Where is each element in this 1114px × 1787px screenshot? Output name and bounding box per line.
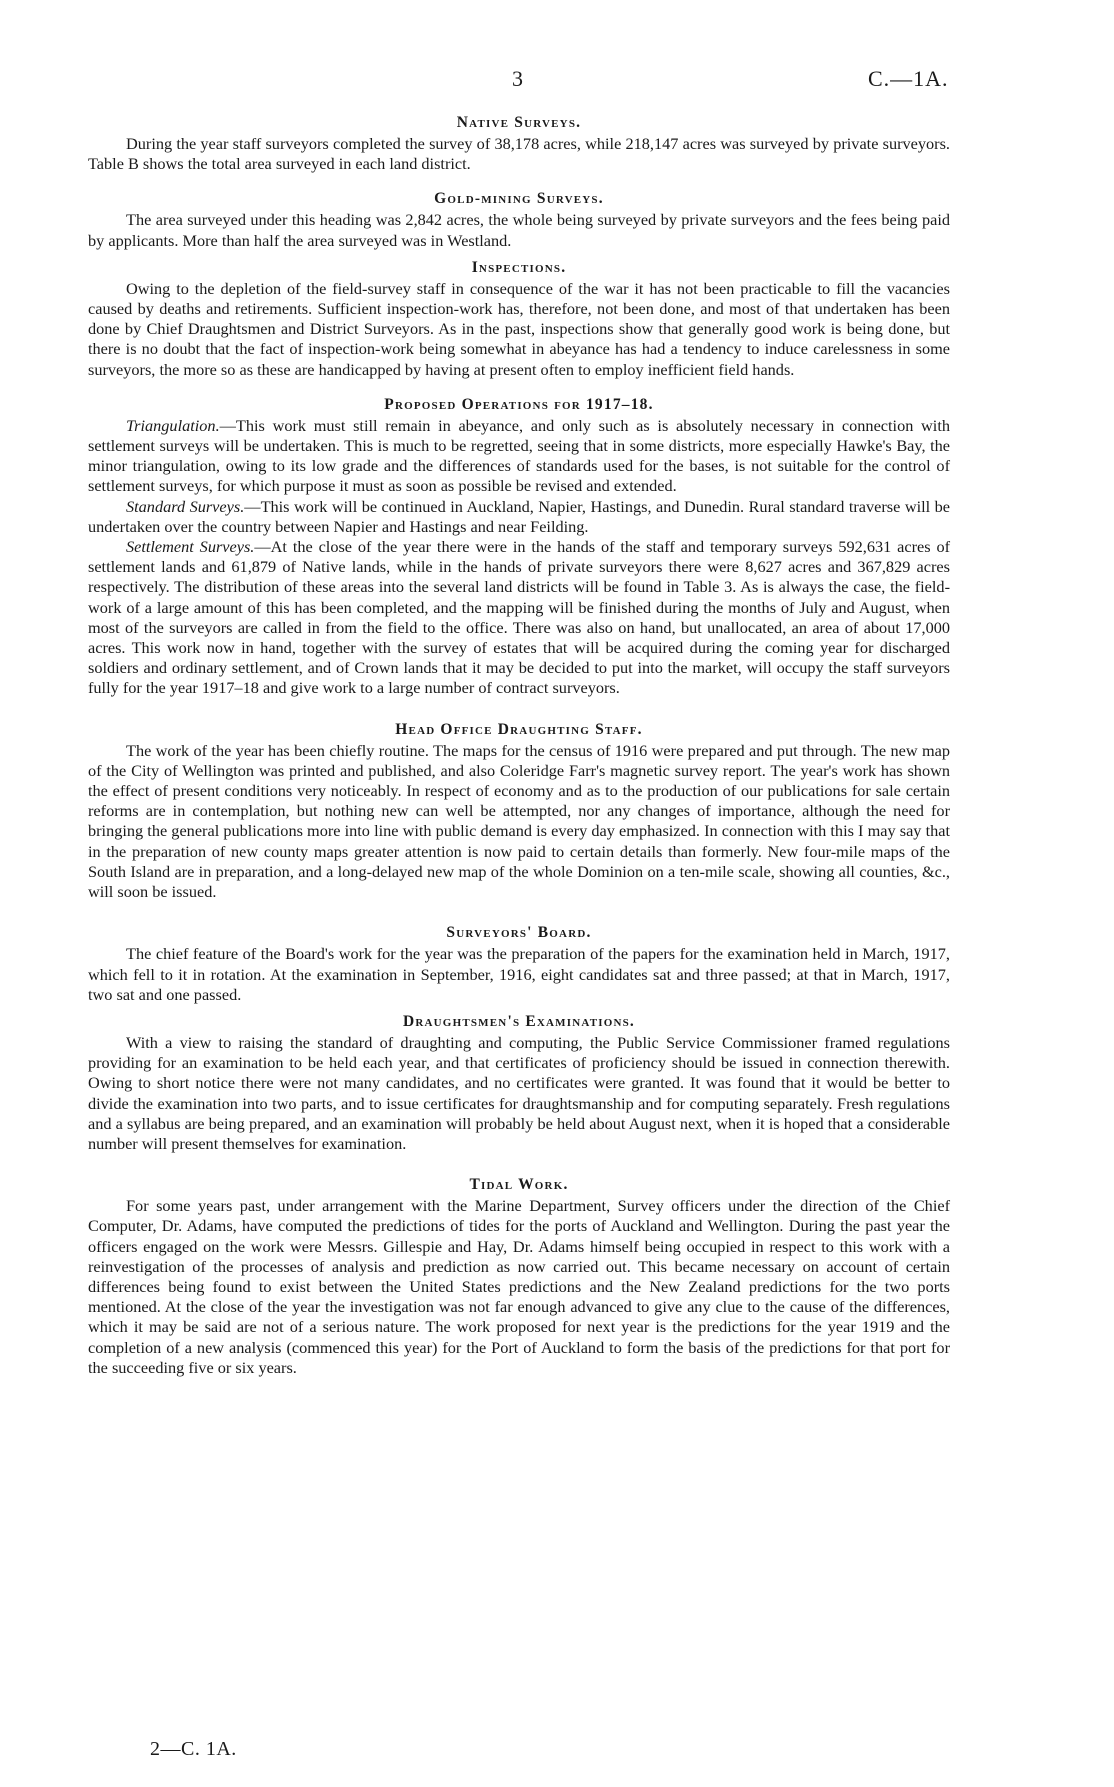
heading-draughtsmens-examinations: Draughtsmen's Examinations. xyxy=(402,1012,636,1030)
heading-inspections: Inspections. xyxy=(471,258,567,276)
heading-gold-mining-surveys: Gold-mining Surveys. xyxy=(434,190,604,208)
document-reference: C.—1A. xyxy=(868,66,949,91)
page-header xyxy=(0,66,1114,96)
heading-tidal-work: Tidal Work. xyxy=(469,1176,569,1194)
paragraph-gold-mining-surveys: The area surveyed under this heading was 2,842 acres, the whole being surveyed by private surveyors and the fees being paid by applicants. More than half the area surveyed was in Westland. xyxy=(88,210,950,250)
paragraph-draughtsmens-examinations: With a view to raising the standard of draughting and computing, the Public Service Commissioner framed regulations providing for an examination to be held each year, and that certificates of proficiency should be issued in connection therewith. Owing to short notice there were not many candidates, and no certificates were granted. It was found that it would be better to divide the examination into two parts, and to issue certificates for draughtsmanship and for computing separately. Fresh regulations and a syllabus are being prepared, and an examination will probably be held about August next, when it is hoped that a considerable number will present themselves for examination. xyxy=(88,1032,950,1153)
text-triangulation: —This work must still remain in abeyance, and only such as is absolutely necessary in connection with settlement surveys will be undertaken. This is much to be regretted, seeing that in some districts, more especially Hawke's Bay, the minor triangulation, owing to its low grade and the differences of standards used for the bases, is not suitable for the control of settlement surveys, for which purpose it must as soon as possible be revised and extended. xyxy=(88,415,950,496)
lead-standard-surveys: Standard Surveys. xyxy=(126,496,245,516)
heading-head-office-draughting-staff: Head Office Draughting Staff. xyxy=(395,720,643,738)
heading-surveyors-board: Surveyors' Board. xyxy=(446,924,592,942)
paragraph-surveyors-board: The chief feature of the Board's work for the year was the preparation of the papers for the examination held in March, 1917, which fell to it in rotation. At the examination in September, 1916, eight candidates sat and three passed; at that in March, 1917, two sat and one passed. xyxy=(88,944,950,1004)
paragraph-head-office: The work of the year has been chiefly routine. The maps for the census of 1916 were prepared and put through. The new map of the City of Wellington was printed and published, and also Coleridge Farr's magnetic survey report. The year's work has shown the effect of present conditions very noticeably. In respect of economy and as to the production of our publications for sale certain reforms are in contemplation, but nothing new can well be attempted, nor any changes of importance, although the need for bringing the general publications more into line with public demand is every day emphasized. In connection with this I may say that in the preparation of new county maps greater attention is now paid to certain details than formerly. New four-mile maps of the South Island are in preparation, and a long-delayed new map of the whole Dominion on a ten-mile scale, showing all counties, &c., will soon be issued. xyxy=(88,740,950,902)
lead-settlement-surveys: Settlement Surveys. xyxy=(126,537,255,557)
paragraph-inspections: Owing to the depletion of the field-survey staff in consequence of the war it has not been practicable to fill the vacancies caused by deaths and retirements. Sufficient inspection-work has, therefore, not been done, and most of that undertaken has been done by Chief Draughtsmen and District Surveyors. As in the past, inspections show that generally good work is being done, but there is no doubt that the fact of inspection-work being somewhat in abeyance has had a tendency to induce carelessness in some surveyors, the more so as these are handicapped by having at present often to employ inefficient field hands. xyxy=(88,278,950,379)
paragraph-standard-surveys xyxy=(88,497,950,537)
text-settlement-surveys: —At the close of the year there were in the hands of the staff and temporary surveys 592,631 acres of settlement lands and 61,879 of Native lands, while in the hands of private surveyors there were 8,627 acres and 367,829 acres respectively. The distribution of these areas into the several land districts will be found in Table 3. As is always the case, the field-work of a large amount of this has been completed, and the mapping will be finished during the months of July and August, when most of the surveyors are called in from the field to the office. There was also on hand, but unallocated, an area of about 17,000 acres. This work now in hand, together with the survey of estates that will be acquired during the coming year for discharged soldiers and ordinary settlement, and of Crown lands that it may be decided to put into the market, will occupy the staff surveyors fully for the year 1917–18 and give work to a large number of contract surveyors. xyxy=(88,537,951,698)
heading-proposed-operations: Proposed Operations for 1917–18. xyxy=(384,395,654,413)
page-number: 3 xyxy=(512,66,523,91)
paragraph-tidal-work: For some years past, under arrangement with the Marine Department, Survey officers under the direction of the Chief Computer, Dr. Adams, have computed the predictions of tides for the ports of Auckland and Wellington. During the past year the officers engaged on the work were Messrs. Gillespie and Hay, Dr. Adams himself being occupied in respect to this work with a reinvestigation of the processes of analysis and prediction as now carried out. This became necessary on account of certain differences being found to exist between the United States predictions and the New Zealand predictions for the two ports mentioned. At the close of the year the investigation was not far enough advanced to give any clue to the cause of the differences, which it may be said are not of a serious nature. The work proposed for next year is the predictions for the year 1919 and the completion of a new analysis (commenced this year) for the Port of Auckland to form the basis of the predictions for that port for the succeeding five or six years. xyxy=(88,1196,950,1377)
paragraph-settlement-surveys xyxy=(88,537,950,699)
page-footer-signature: 2—C. 1A. xyxy=(150,1738,237,1760)
paragraph-native-surveys: During the year staff surveyors completed the survey of 38,178 acres, while 218,147 acres was surveyed by private surveyors. Table B shows the total area surveyed in each land district. xyxy=(88,134,950,174)
heading-native-surveys: Native Surveys. xyxy=(456,114,582,131)
text-standard-surveys: —This work will be continued in Auckland, Napier, Hastings, and Dunedin. Rural standard traverse will be undertaken over the country between Napier and Hastings and near Feilding. xyxy=(88,496,950,536)
lead-triangulation: Triangulation. xyxy=(126,415,220,435)
page-content xyxy=(88,112,950,1378)
paragraph-triangulation xyxy=(88,416,950,497)
